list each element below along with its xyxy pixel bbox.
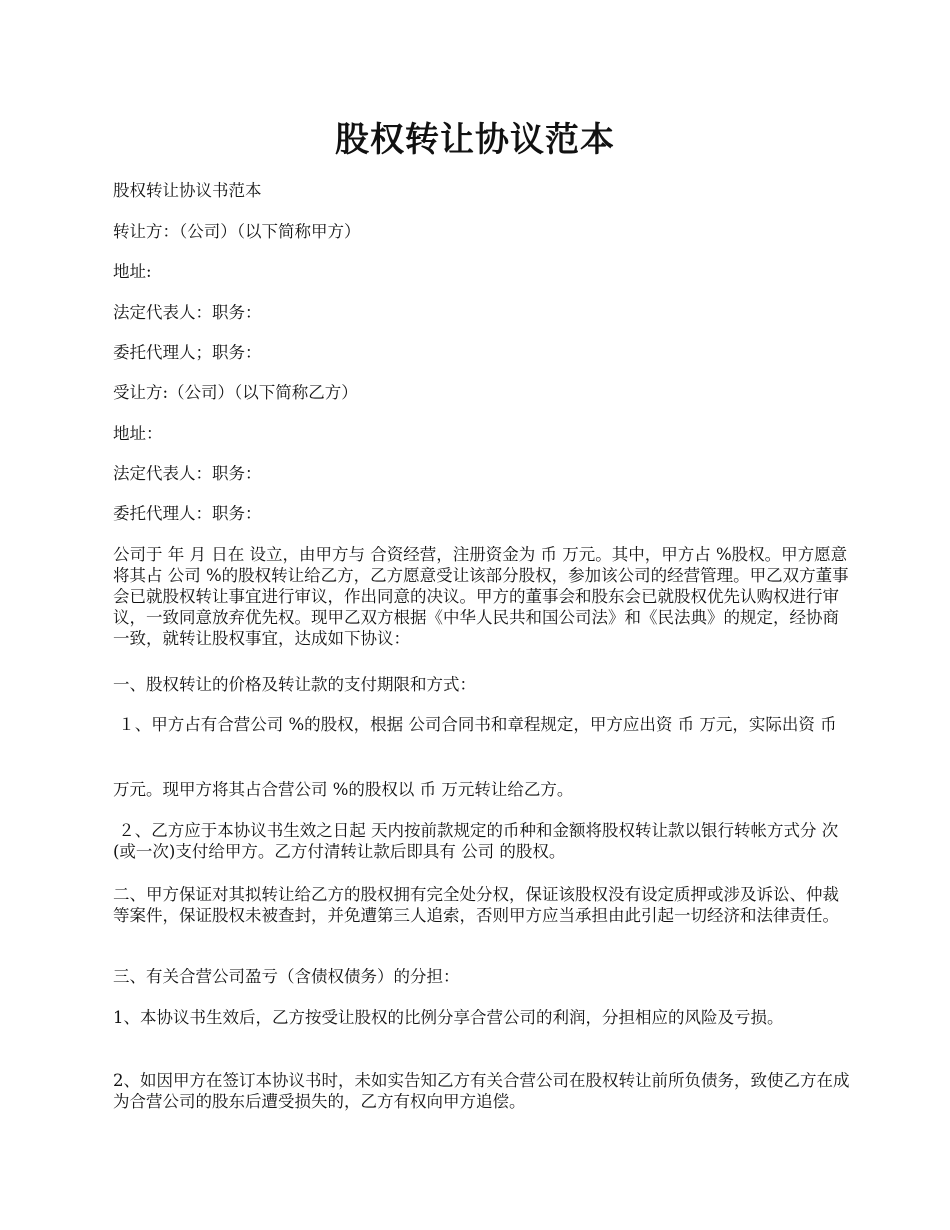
- paragraph-transferee-agent: 委托代理人：职务：: [113, 504, 262, 523]
- paragraph-clause-3-2: 2、如因甲方在签订本协议书时，未如实告知乙方有关合营公司在股权转让前所负债务，致使乙方在成为合营公司的股东后遭受损失的，乙方有权向甲方追偿。: [113, 1071, 850, 1111]
- paragraph-section-1-heading: 一、股权转让的价格及转让款的支付期限和方式：: [113, 675, 476, 694]
- paragraph-clause-1-1-cont: 万元。现甲方将其占合营公司 %的股权以 币 万元转让给乙方。: [113, 780, 574, 799]
- paragraph-clause-1-2: ２、乙方应于本协议书生效之日起 天内按前款规定的币种和金额将股权转让款以银行转帐方式分 次(或一次)支付给甲方。乙方付清转让款后即具有 公司 的股权。: [113, 821, 839, 861]
- paragraph-section-3-heading: 三、有关合营公司盈亏（含债权债务）的分担：: [113, 967, 460, 986]
- paragraph-transferor-address: 地址:: [113, 262, 152, 281]
- paragraph-transferor-legal-rep: 法定代表人：职务：: [113, 303, 262, 322]
- paragraph-section-2: 二、甲方保证对其拟转让给乙方的股权拥有完全处分权，保证该股权没有设定质押或涉及诉讼、仲裁等案件，保证股权未被查封，并免遭第三人追索，否则甲方应当承担由此引起一切经济和法律责任。: [113, 885, 839, 925]
- paragraph-transferee-legal-rep: 法定代表人：职务：: [113, 464, 262, 483]
- paragraph-transferor-agent: 委托代理人；职务：: [113, 343, 262, 362]
- paragraph-transferee: 受让方:（公司）（以下简称乙方）: [113, 383, 358, 402]
- paragraph-clause-1-1: １、甲方占有合营公司 %的股权，根据 公司合同书和章程规定，甲方应出资 币 万元，实际出资 币: [113, 715, 837, 734]
- paragraph-preamble: 公司于 年 月 日在 设立，由甲方与 合资经营，注册资金为 币 万元。其中，甲方占 %股权。甲方愿意将其占 公司 %的股权转让给乙方，乙方愿意受让该部分股权，参加该公司的经营管理。甲乙双方董事会已就股权转让事宜进行审议，作出同意的决议。甲方的董事会和股东会已就股权优先认购权进行审议，一致同意放弃优先权。现甲乙双方根据《中华人民共和国公司法》和《民法典》的规定，经协商一致，就转让股权事宜，达成如下协议：: [113, 545, 849, 648]
- paragraph-subtitle: 股权转让协议书范本: [113, 181, 262, 200]
- paragraph-clause-3-1: 1、本协议书生效后，乙方按受让股权的比例分享合营公司的利润，分担相应的风险及亏损。: [113, 1008, 784, 1027]
- paragraph-transferee-address: 地址：: [113, 424, 163, 443]
- paragraph-transferor: 转让方：（公司）（以下简称甲方）: [113, 222, 361, 241]
- document-title: 股权转让协议范本: [335, 120, 615, 160]
